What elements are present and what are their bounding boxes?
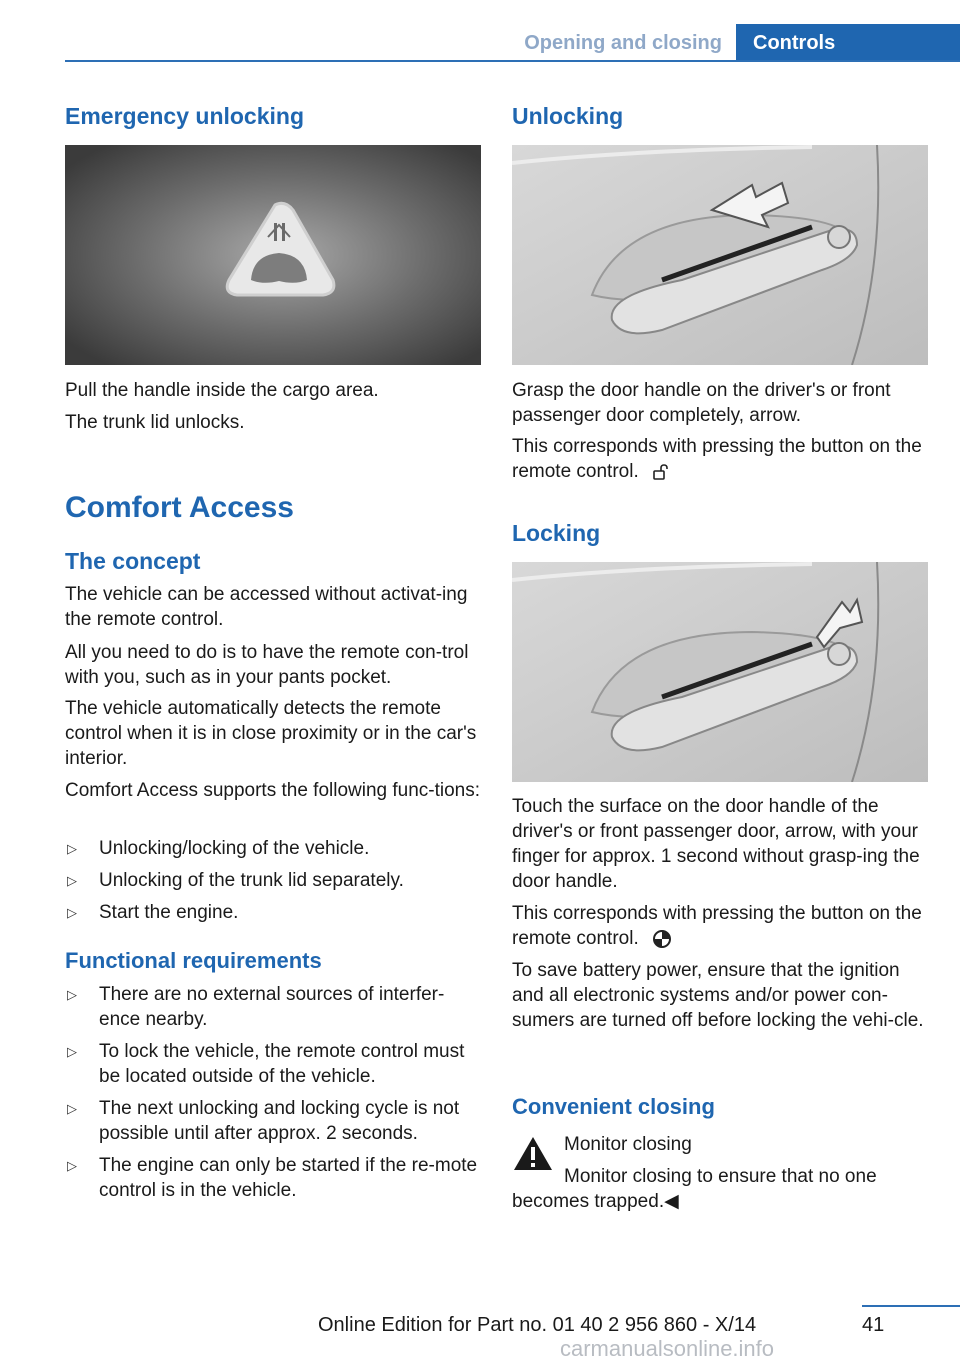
unlock-icon	[652, 463, 670, 481]
unlocking-figure	[512, 145, 928, 365]
bullet-triangle-icon: ▷	[67, 987, 77, 1002]
door-handle-grasp-illustration	[512, 145, 928, 365]
warning-text: Monitor closing to ensure that no one becomes trapped.◀	[512, 1166, 877, 1212]
door-handle-touch-illustration	[512, 562, 928, 782]
locking-text-1: Touch the surface on the door handle of the driver's or front passenger door, arrow, with your finger for approx. 1 second without grasp‐ing the door handle.	[512, 796, 920, 892]
header-section-tab: Opening and closing	[524, 32, 722, 54]
list-item: ▷ There are no external sources of interfer‐ence nearby.	[67, 984, 445, 1030]
emergency-unlocking-heading: Emergency unlocking	[65, 103, 305, 129]
footer-edition: Online Edition for Part no. 01 40 2 956 860 - X/14	[318, 1314, 757, 1336]
unlocking-heading: Unlocking	[512, 103, 624, 129]
lock-logo-icon	[652, 929, 672, 949]
concept-text-2: All you need to do is to have the remote con‐trol with you, such as in your pants pocket.	[65, 642, 469, 688]
locking-text-2: This corresponds with pressing the button on the remote control.	[512, 903, 922, 949]
unlocking-text-1: Grasp the door handle on the driver's or front passenger door completely, arrow.	[512, 380, 891, 426]
concept-heading: The concept	[65, 548, 201, 574]
locking-figure	[512, 562, 928, 782]
list-item: ▷ Start the engine.	[67, 902, 239, 923]
footer-rule	[862, 1305, 960, 1307]
bullet-triangle-icon: ▷	[67, 905, 77, 920]
trunk-release-handle-illustration	[65, 145, 481, 365]
header-chapter-tab: Controls	[736, 24, 960, 62]
page-number: 41	[862, 1314, 885, 1336]
comfort-access-title: Comfort Access	[65, 491, 294, 524]
watermark: carmanualsonline.info	[560, 1336, 775, 1361]
concept-text-4: Comfort Access supports the following func‐tions:	[65, 780, 481, 801]
warning-title: Monitor closing	[564, 1134, 692, 1155]
requirements-list	[65, 982, 481, 1210]
concept-text-1: The vehicle can be accessed without activat‐ing the remote control.	[65, 584, 468, 630]
trunk-release-figure	[65, 145, 481, 365]
list-item: ▷ The engine can only be started if the re‐mote control is in the vehicle.	[67, 1155, 478, 1201]
list-item: ▷ Unlocking/locking of the vehicle.	[67, 838, 370, 859]
bullet-triangle-icon: ▷	[67, 1158, 77, 1173]
concept-text-3: The vehicle automatically detects the remote control when it is in close proximity or in the car's interior.	[65, 698, 477, 769]
list-item: ▷ To lock the vehicle, the remote control must be located outside of the vehicle.	[67, 1041, 465, 1087]
bullet-triangle-icon: ▷	[67, 1044, 77, 1059]
convenient-closing-heading: Convenient closing	[512, 1094, 715, 1119]
bullet-triangle-icon: ▷	[67, 873, 77, 888]
header-rule	[65, 60, 960, 62]
locking-heading: Locking	[512, 520, 601, 546]
bullet-triangle-icon: ▷	[67, 841, 77, 856]
functions-list	[65, 836, 481, 932]
locking-text-3: To save battery power, ensure that the ignition and all electronic systems and/or power con‐sumers are turned off before locking the vehi‐cle.	[512, 960, 924, 1031]
emergency-text-2: The trunk lid unlocks.	[65, 412, 245, 433]
list-item: ▷ The next unlocking and locking cycle is not possible until after approx. 2 seconds.	[67, 1098, 460, 1144]
emergency-text-1: Pull the handle inside the cargo area.	[65, 380, 379, 401]
functional-requirements-heading: Functional requirements	[65, 948, 322, 973]
list-item: ▷ Unlocking of the trunk lid separately.	[67, 870, 404, 891]
unlocking-text-2: This corresponds with pressing the button on the remote control.	[512, 436, 922, 482]
bullet-triangle-icon: ▷	[67, 1101, 77, 1116]
